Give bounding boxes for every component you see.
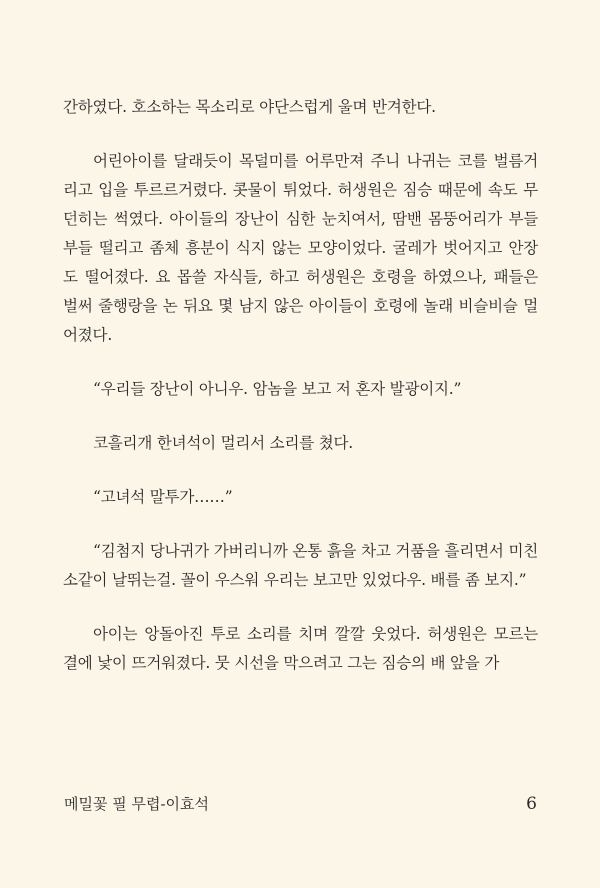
page-number: 6	[526, 794, 537, 814]
paragraph-5: “고녀석 말투가……”	[93, 488, 233, 506]
book-title: 메밀꽃 필 무렵-이효석	[64, 795, 210, 813]
paragraph-2: 어린아이를 달래듯이 목덜미를 어루만져 주니 나귀는 코를 벌름거리고 입을 투르르거렸다. 콧물이 튀었다. 허생원은 짐승 때문에 속도 무던히는 썩였다. 아이들의 장난이 심한 눈치여서, 땀밴 몸뚱어리가 부들부들 떨리고 좀체 흥분이 식지 않는 모양이었다. 굴레가 벗어지고 안장도 떨어졌다. 요 몹쓸 자식들, 하고 허생원은 호령을 하였으나, 패들은 벌써 줄행랑을 논 뒤요 몇 남지 않은 아이들이 호령에 놀래 비슬비슬 멀어졌다.	[63, 152, 538, 344]
paragraph-4: 코흘리개 한녀석이 멀리서 소리를 쳤다.	[93, 434, 354, 452]
paragraph-1: 간하였다. 호소하는 목소리로 야단스럽게 울며 반겨한다.	[63, 98, 436, 116]
text-body	[63, 93, 538, 703]
paragraph-6: “김첨지 당나귀가 가버리니까 온통 흙을 차고 거품을 흘리면서 미친 소같이 날뛰는걸. 꼴이 우스워 우리는 보고만 있었다우. 배를 좀 보지.”	[63, 542, 538, 589]
paragraph-3: “우리들 장난이 아니우. 암놈을 보고 저 혼자 발광이지.”	[93, 380, 462, 398]
page-footer	[64, 793, 537, 814]
paragraph-7: 아이는 앙돌아진 투로 소리를 치며 깔깔 웃었다. 허생원은 모르는 결에 낯이 뜨거워졌다. 뭇 시선을 막으려고 그는 짐승의 배 앞을 가	[63, 625, 538, 672]
